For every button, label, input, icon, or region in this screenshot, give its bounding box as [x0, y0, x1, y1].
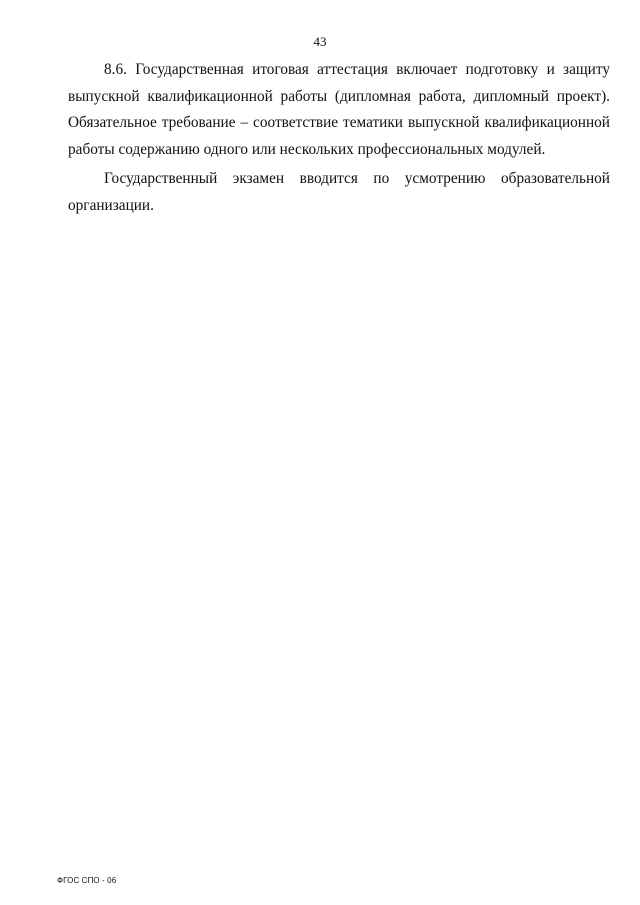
paragraph-attestation: 8.6. Государственная итоговая аттестация включает подготовку и защиту выпускной квалификационной работы (дипломная работа, дипломный проект). Обязательное требование – соответствие тематики выпускной квалификационной работы содержанию одного или нескольких профессиональных модулей. [68, 61, 610, 158]
footer-document-code: ФГОС СПО - 06 [57, 876, 117, 885]
document-body [68, 57, 610, 222]
page-number: 43 [313, 34, 327, 49]
paragraph-state-exam: Государственный экзамен вводится по усмотрению образовательной организации. [68, 170, 610, 214]
